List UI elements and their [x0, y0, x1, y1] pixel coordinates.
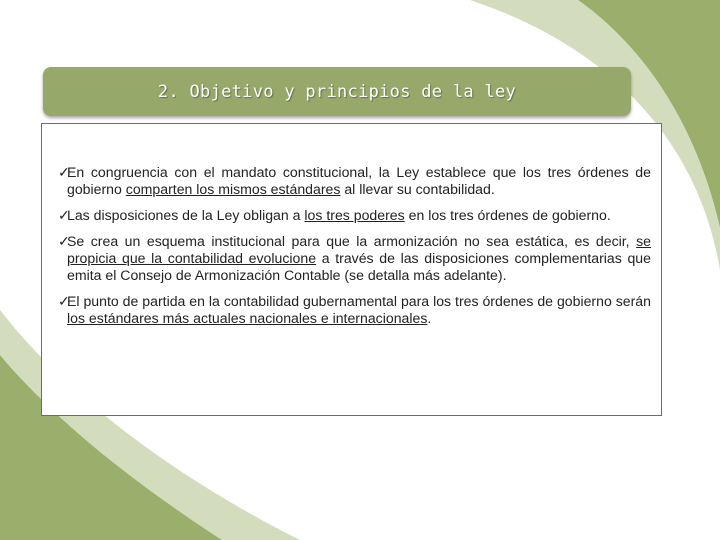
title-bar [43, 67, 631, 116]
bullet-text: Las disposiciones de la Ley obligan a los tres poderes en los tres órdenes de gobierno. [67, 207, 611, 223]
check-icon: ✓ [58, 207, 70, 223]
bullet-text: En congruencia con el mandato constitucional, la Ley establece que los tres órdenes de gobierno comparten los mismos estándares al llevar su contabilidad. [67, 164, 651, 197]
bullet-item [58, 293, 651, 327]
check-icon: ✓ [58, 233, 70, 249]
bullet-item [58, 207, 651, 224]
check-icon: ✓ [58, 164, 70, 180]
check-icon: ✓ [58, 293, 70, 309]
content-box [41, 123, 662, 416]
slide-title: 2. Objetivo y principios de la ley [157, 81, 517, 102]
bullet-item [58, 164, 651, 198]
bullet-text: Se crea un esquema institucional para que la armonización no sea estática, es decir, se propicia que la contabilidad evolucione a través de las disposiciones complementarias que emita el Consejo de Armonización Contable (se detalla más adelante). [67, 233, 651, 283]
bullet-item [58, 233, 651, 284]
bullet-text: El punto de partida en la contabilidad gubernamental para los tres órdenes de gobierno serán los estándares más actuales nacionales e internacionales. [67, 293, 651, 326]
